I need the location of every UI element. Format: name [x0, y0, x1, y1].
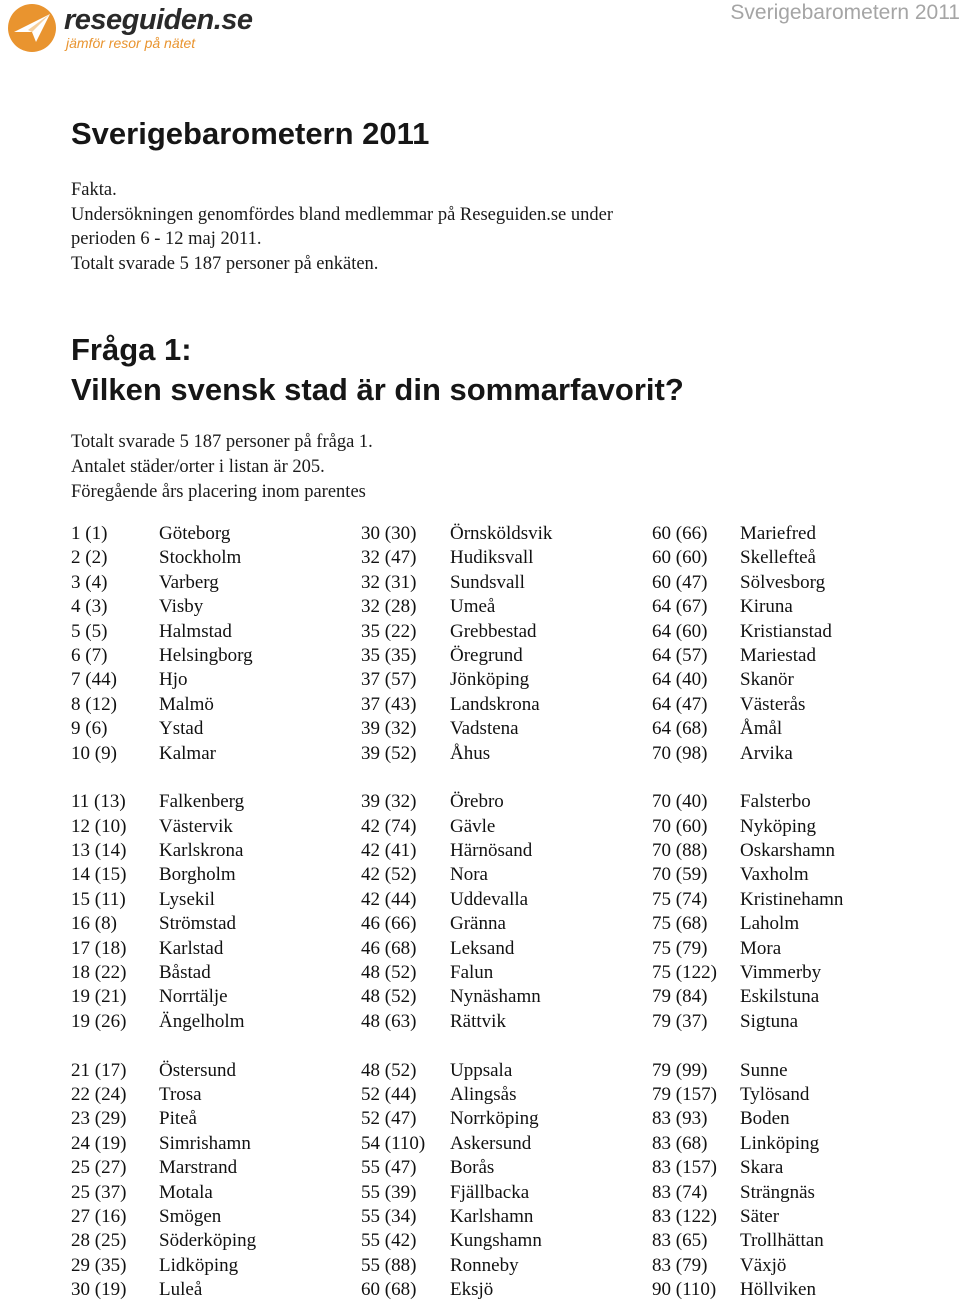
rank-value: 23 (29) [71, 1108, 127, 1130]
rank-value: 60 (68) [361, 1279, 417, 1301]
rank-value: 10 (9) [71, 742, 117, 764]
city-name: Mariefred [740, 523, 816, 544]
question-text: Vilken svensk stad är din sommarfavorit? [71, 372, 684, 407]
city-name: Örebro [450, 791, 504, 813]
rank-value: 70 (88) [652, 840, 708, 862]
rank-value: 2 (2) [71, 547, 108, 569]
rank-value: 19 (21) [71, 986, 127, 1008]
meta-line: Antalet städer/orter i listan är 205. [71, 457, 325, 477]
rank-value: 18 (22) [71, 962, 127, 984]
rank-value: 64 (68) [652, 718, 708, 740]
city-name: Gränna [450, 913, 506, 935]
intro-text [71, 178, 613, 276]
rank-value: 52 (47) [361, 1108, 417, 1130]
rank-value: 32 (31) [361, 571, 417, 593]
city-name: Vimmerby [740, 962, 822, 984]
rank-value: 32 (47) [361, 547, 417, 569]
city-name: Leksand [450, 937, 515, 959]
rank-value: 8 (12) [71, 693, 117, 715]
city-name: Norrköping [450, 1108, 539, 1130]
city-name: Nynäshamn [450, 986, 541, 1008]
city-column [159, 522, 359, 1303]
city-name: Östersund [159, 1059, 237, 1081]
city-name: Åhus [450, 742, 491, 764]
rank-value: 55 (88) [361, 1254, 417, 1276]
rank-value: 64 (57) [652, 644, 708, 666]
city-name: Kiruna [740, 596, 793, 618]
city-name: Luleå [159, 1279, 203, 1301]
rank-value: 24 (19) [71, 1132, 127, 1154]
city-name: Lidköping [159, 1254, 239, 1276]
rank-value: 32 (28) [361, 596, 417, 618]
city-name: Hudiksvall [450, 547, 534, 569]
city-name: Landskrona [450, 693, 540, 715]
rank-value: 17 (18) [71, 937, 127, 959]
city-name: Eskilstuna [740, 986, 820, 1008]
rank-value: 22 (24) [71, 1083, 127, 1105]
city-column [450, 522, 650, 1303]
city-name: Sunne [740, 1059, 788, 1081]
city-name: Härnösand [450, 840, 533, 862]
city-name: Örnsköldsvik [450, 523, 553, 544]
city-name: Nyköping [740, 815, 816, 837]
city-name: Åmål [740, 718, 783, 740]
rank-value: 54 (110) [361, 1132, 426, 1154]
rank-value: 46 (66) [361, 913, 417, 935]
city-name: Kristianstad [740, 620, 832, 642]
rank-value: 83 (65) [652, 1230, 708, 1252]
rank-value: 75 (122) [652, 962, 717, 984]
city-name: Skanör [740, 669, 794, 691]
rank-value: 55 (39) [361, 1181, 417, 1203]
city-name: Kristinehamn [740, 888, 844, 910]
rank-value: 6 (7) [71, 644, 108, 666]
city-name: Malmö [159, 693, 214, 715]
city-name: Säter [740, 1205, 780, 1227]
city-name: Falun [450, 962, 494, 984]
brand-name: reseguiden.se [64, 4, 253, 36]
rank-value: 29 (35) [71, 1254, 127, 1276]
rank-value: 3 (4) [71, 571, 108, 593]
rank-value: 27 (16) [71, 1205, 127, 1227]
rank-value: 35 (22) [361, 620, 417, 642]
intro-line: perioden 6 - 12 maj 2011. [71, 229, 262, 249]
rank-value: 83 (68) [652, 1132, 708, 1154]
city-name: Karlshamn [450, 1205, 534, 1227]
rank-column [361, 522, 449, 1303]
city-column [740, 522, 940, 1303]
city-name: Karlstad [159, 937, 224, 959]
rank-value: 83 (157) [652, 1157, 717, 1179]
meta-line: Totalt svarade 5 187 personer på fråga 1. [71, 432, 373, 452]
rank-value: 30 (30) [361, 523, 417, 544]
rank-value: 42 (44) [361, 888, 417, 910]
rank-value: 70 (98) [652, 742, 708, 764]
city-name: Fjällbacka [450, 1181, 530, 1203]
city-name: Göteborg [159, 523, 231, 544]
rank-value: 55 (47) [361, 1157, 417, 1179]
city-name: Båstad [159, 962, 211, 984]
city-name: Oskarshamn [740, 840, 835, 862]
rank-value: 1 (1) [71, 523, 108, 544]
city-name: Marstrand [159, 1157, 238, 1179]
rank-value: 48 (63) [361, 1010, 417, 1032]
rank-value: 79 (99) [652, 1059, 708, 1081]
rank-value: 39 (32) [361, 791, 417, 813]
rank-value: 25 (37) [71, 1181, 127, 1203]
rank-value: 55 (42) [361, 1230, 417, 1252]
city-name: Eksjö [450, 1279, 494, 1301]
rank-value: 64 (47) [652, 693, 708, 715]
rank-value: 83 (74) [652, 1181, 708, 1203]
city-name: Jönköping [450, 669, 530, 691]
city-name: Strömstad [159, 913, 237, 935]
rank-value: 13 (14) [71, 840, 127, 862]
rank-value: 75 (68) [652, 913, 708, 935]
rank-value: 37 (57) [361, 669, 417, 691]
rank-value: 30 (19) [71, 1279, 127, 1301]
rank-value: 55 (34) [361, 1205, 417, 1227]
brand-tagline: jämför resor på nätet [66, 35, 196, 51]
rank-value: 11 (13) [71, 791, 126, 813]
city-name: Lysekil [159, 888, 215, 910]
city-name: Halmstad [159, 620, 232, 642]
city-name: Söderköping [159, 1230, 257, 1252]
rank-value: 83 (122) [652, 1205, 717, 1227]
rank-value: 42 (52) [361, 864, 417, 886]
city-name: Simrishamn [159, 1132, 251, 1154]
rank-value: 75 (74) [652, 888, 708, 910]
city-name: Kalmar [159, 742, 216, 764]
city-name: Sundsvall [450, 571, 525, 593]
rank-value: 19 (26) [71, 1010, 127, 1032]
rank-value: 48 (52) [361, 1059, 417, 1081]
city-name: Skara [740, 1157, 784, 1179]
city-name: Höllviken [740, 1279, 816, 1301]
city-name: Falkenberg [159, 791, 245, 813]
city-name: Mariestad [740, 644, 816, 666]
city-name: Ystad [159, 718, 204, 740]
city-name: Västerås [740, 693, 806, 715]
rank-value: 90 (110) [652, 1279, 717, 1301]
city-name: Kungshamn [450, 1230, 542, 1252]
rank-value: 5 (5) [71, 620, 108, 642]
city-name: Sölvesborg [740, 571, 826, 593]
city-name: Vadstena [450, 718, 519, 740]
brand-logo[interactable] [6, 2, 296, 54]
rank-value: 70 (60) [652, 815, 708, 837]
question-meta [71, 430, 373, 505]
city-name: Arvika [740, 742, 793, 764]
rank-value: 21 (17) [71, 1059, 127, 1081]
rank-value: 64 (60) [652, 620, 708, 642]
page-title: Sverigebarometern 2011 [71, 116, 430, 151]
city-name: Borgholm [159, 864, 236, 886]
city-name: Karlskrona [159, 840, 244, 862]
city-name: Norrtälje [159, 986, 228, 1008]
rank-value: 79 (84) [652, 986, 708, 1008]
city-name: Askersund [450, 1132, 532, 1154]
rank-value: 79 (37) [652, 1010, 708, 1032]
city-name: Uppsala [450, 1059, 513, 1081]
city-name: Sigtuna [740, 1010, 799, 1032]
rank-value: 14 (15) [71, 864, 127, 886]
city-name: Stockholm [159, 547, 242, 569]
city-name: Rättvik [450, 1010, 506, 1032]
rank-column [71, 522, 159, 1303]
city-name: Växjö [740, 1254, 787, 1276]
intro-line: Totalt svarade 5 187 personer på enkäten. [71, 253, 379, 274]
city-name: Västervik [159, 815, 233, 837]
rank-value: 70 (59) [652, 864, 708, 886]
rank-value: 42 (41) [361, 840, 417, 862]
rank-value: 70 (40) [652, 791, 708, 813]
city-name: Laholm [740, 913, 800, 935]
rank-value: 64 (67) [652, 596, 708, 618]
city-name: Skellefteå [740, 547, 816, 569]
rank-value: 79 (157) [652, 1083, 717, 1105]
rank-value: 42 (74) [361, 815, 417, 837]
intro-line: Undersökningen genomfördes bland medlemmar på Reseguiden.se under [71, 204, 614, 225]
header-title: Sverigebarometern 2011 [730, 1, 960, 24]
city-name: Nora [450, 864, 488, 886]
rank-value: 25 (27) [71, 1157, 127, 1179]
city-name: Smögen [159, 1205, 222, 1227]
city-name: Grebbestad [450, 620, 537, 642]
city-name: Boden [740, 1108, 790, 1130]
city-name: Borås [450, 1157, 495, 1179]
rank-value: 12 (10) [71, 815, 127, 837]
rank-value: 28 (25) [71, 1230, 127, 1252]
rank-value: 52 (44) [361, 1083, 417, 1105]
city-name: Strängnäs [740, 1181, 815, 1203]
city-name: Uddevalla [450, 888, 529, 910]
city-name: Vaxholm [740, 864, 809, 886]
rank-value: 60 (66) [652, 523, 708, 544]
question-heading [71, 330, 684, 410]
rank-value: 60 (47) [652, 571, 708, 593]
rank-value: 48 (52) [361, 986, 417, 1008]
city-name: Helsingborg [159, 644, 253, 666]
city-name: Öregrund [450, 644, 523, 666]
city-name: Gävle [450, 815, 496, 837]
rank-value: 64 (40) [652, 669, 708, 691]
rank-value: 60 (60) [652, 547, 708, 569]
rank-column [652, 522, 740, 1303]
intro-line: Fakta. [71, 180, 117, 200]
rank-value: 39 (32) [361, 718, 417, 740]
rank-value: 37 (43) [361, 693, 417, 715]
city-name: Piteå [159, 1108, 197, 1130]
question-number: Fråga 1: [71, 332, 192, 367]
rank-value: 75 (79) [652, 937, 708, 959]
city-name: Trollhättan [740, 1230, 824, 1252]
rank-value: 39 (52) [361, 742, 417, 764]
rank-value: 35 (35) [361, 644, 417, 666]
city-name: Motala [159, 1181, 213, 1203]
city-name: Visby [159, 596, 204, 618]
city-name: Falsterbo [740, 791, 811, 813]
rank-value: 83 (93) [652, 1108, 708, 1130]
rank-value: 48 (52) [361, 962, 417, 984]
rank-value: 83 (79) [652, 1254, 708, 1276]
plane-in-circle-icon [6, 2, 58, 54]
city-name: Ängelholm [159, 1010, 245, 1032]
city-name: Mora [740, 937, 782, 959]
city-name: Linköping [740, 1132, 820, 1154]
rank-value: 16 (8) [71, 913, 117, 935]
rank-value: 7 (44) [71, 669, 117, 691]
city-name: Trosa [159, 1083, 202, 1105]
rank-value: 4 (3) [71, 596, 108, 618]
city-name: Tylösand [740, 1083, 810, 1105]
meta-line: Föregående års placering inom parentes [71, 482, 366, 502]
city-name: Varberg [159, 571, 219, 593]
city-name: Hjo [159, 669, 188, 691]
city-name: Umeå [450, 596, 496, 618]
rank-value: 15 (11) [71, 888, 126, 910]
city-name: Ronneby [450, 1254, 519, 1276]
rank-value: 46 (68) [361, 937, 417, 959]
rank-value: 9 (6) [71, 718, 108, 740]
city-name: Alingsås [450, 1083, 517, 1105]
